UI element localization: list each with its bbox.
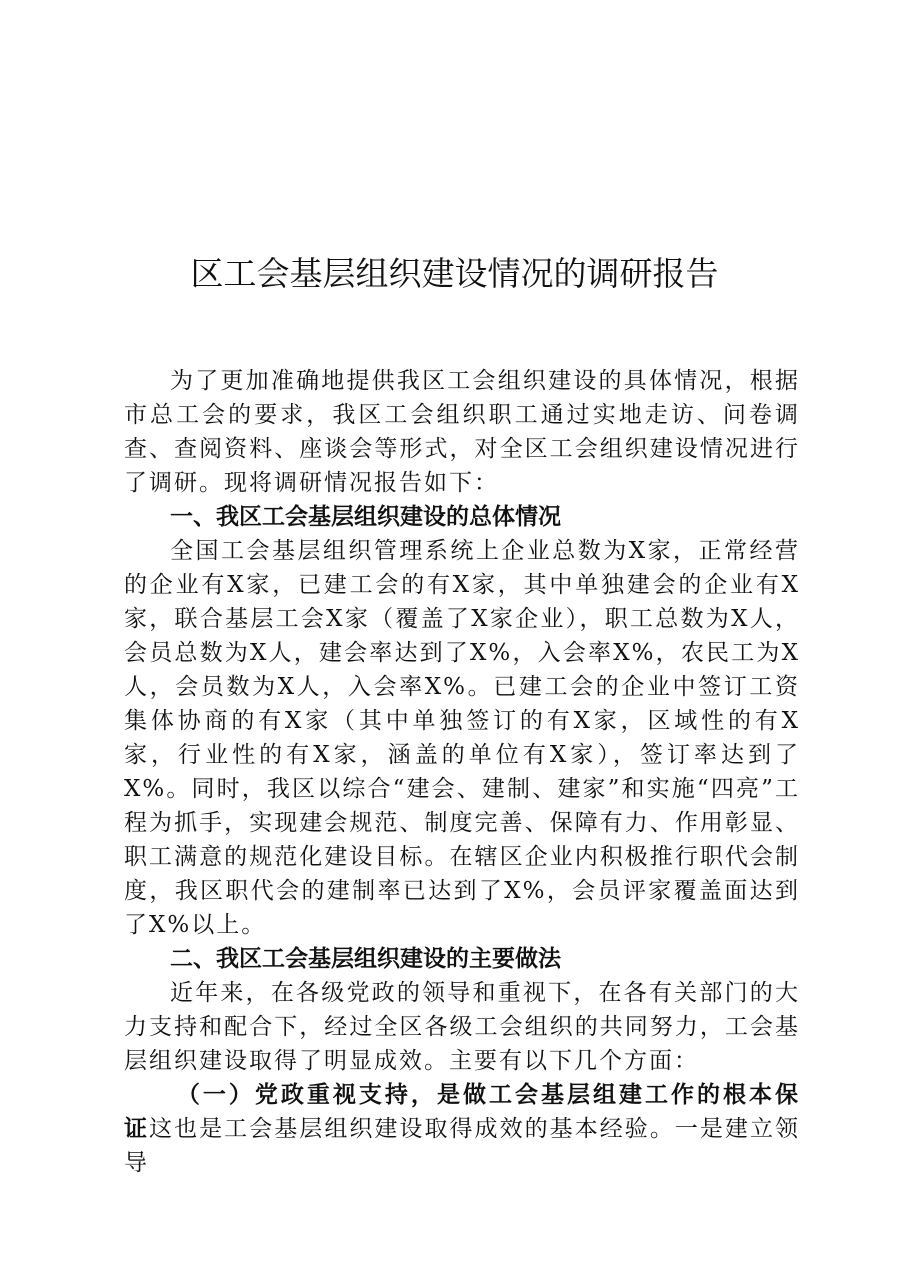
section-2-paragraph: 近年来，在各级党政的领导和重视下，在各有关部门的大力支持和配合下，经过全区各级工会组织的共同努力，工会基层组织建设取得了明显成效。主要有以下几个方面： [124,980,800,1074]
subsection-1-title: （一）党政重视支持，是做工会基层组建工作的根本保证 [124,1081,800,1142]
section-1-heading: 一、我区工会基层组织建设的总体情况 [170,504,561,530]
subsection-1-text: 这也是工会基层组织建设取得成效的基本经验。一是建立领导 [124,1116,801,1176]
section-2-heading: 二、我区工会基层组织建设的主要做法 [170,946,561,972]
document-body [124,364,800,1180]
section-1-paragraph: 全国工会基层组织管理系统上企业总数为X家，正常经营的企业有X家，已建工会的有X家，其中单独建会的企业有X家，联合基层工会X家（覆盖了X家企业），职工总数为X人，会员总数为X人，建会率达到了X%，入会率X%，农民工为X人，会员数为X人，入会率X%。已建工会的企业中签订工资集体协商的有X家（其中单独签订的有X家，区域性的有X家，行业性的有X家，涵盖的单位有X家），签订率达到了X%。同时，我区以综合“建会、建制、建家”和实施“四亮”工程为抓手，实现建会规范、制度完善、保障有力、作用彰显、职工满意的规范化建设目标。在辖区企业内积极推行职代会制度，我区职代会的建制率已达到了X%，会员评家覆盖面达到了X%以上。 [124,538,800,938]
subsection-1-paragraph [124,1078,800,1180]
document-title: 区工会基层组织建设情况的调研报告 [190,254,719,293]
intro-paragraph: 为了更加准确地提供我区工会组织建设的具体情况，根据市总工会的要求，我区工会组织职工通过实地走访、问卷调查、查阅资料、座谈会等形式，对全区工会组织建设情况进行了调研。现将调研情况报告如下： [124,368,800,496]
